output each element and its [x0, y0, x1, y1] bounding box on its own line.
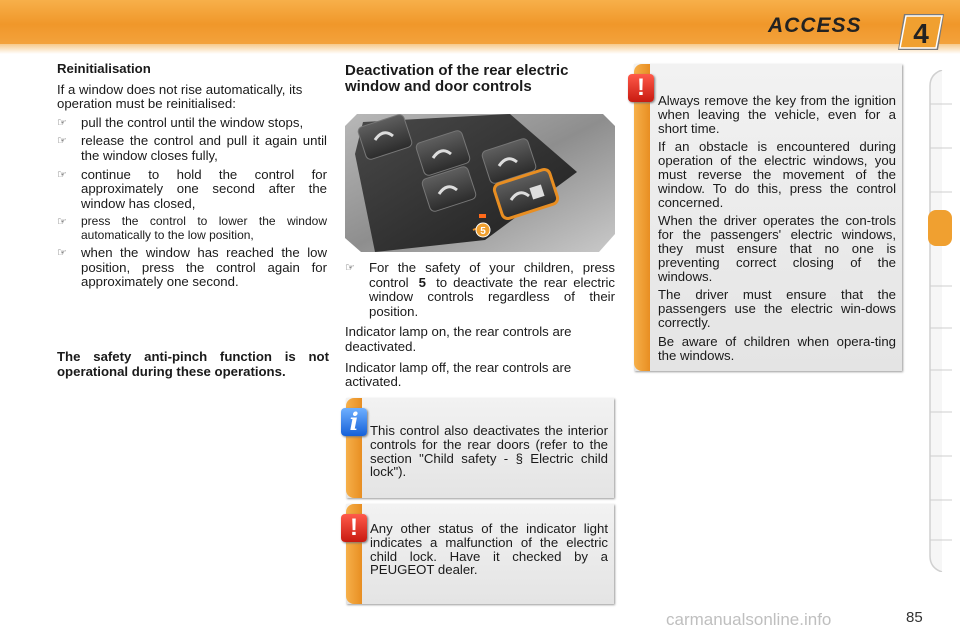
chapter-tabs	[928, 70, 952, 572]
list-item: ☞ press the control to lower the window automatically to the low position,	[57, 214, 327, 242]
chapter-number-badge	[896, 12, 946, 52]
warning-box-lower	[346, 504, 614, 604]
active-chapter-tab	[928, 210, 952, 246]
left-column	[57, 62, 327, 294]
intro-text: If a window does not rise automatically, its operation must be reinitialised:	[57, 81, 303, 112]
list-item: ☞ For the safety of your children, press control 5 to deactivate the rear electric window controls regardless of their position.	[345, 260, 615, 319]
pointing-hand-icon: ☞	[57, 168, 67, 181]
list-item: ☞ pull the control until the window stops,	[57, 114, 304, 130]
chapter-number: 4	[913, 18, 929, 49]
info-icon: i	[341, 408, 367, 436]
warning-icon: !	[628, 74, 654, 102]
pointing-hand-icon: ☞	[57, 247, 67, 260]
list-item: ☞ continue to hold the control for approximately one second after the window has closed,	[57, 166, 327, 211]
pointing-hand-icon: ☞	[345, 262, 355, 274]
lamp-off-text: Indicator lamp off, the rear controls are activated.	[345, 359, 572, 390]
page-number: 85	[906, 609, 923, 626]
header-fade	[0, 44, 960, 54]
section-heading-reinitialisation: Reinitialisation	[57, 61, 151, 76]
warning-icon: !	[341, 514, 367, 542]
pointing-hand-icon: ☞	[57, 116, 67, 129]
warning-box-lower-text: Any other status of the indicator light indicates a malfunction of the electric child lock. Have it checked by a PEUGEOT dealer.	[370, 521, 608, 578]
warning-box-right-text: Always remove the key from the ignition when leaving the vehicle, even for a short time. If an obstacle is encountered during operation of the electric windows, you must reverse the movement of the window. To do this, press the control concerned. When the driver operates the con-trols for the passengers' electric windows, they must ensure that no one is preventing correct closing of the windows. The driver must ensure that the passengers use the electric win-dows correctly. Be aware of children when opera-ting the windows.	[658, 93, 896, 363]
anti-pinch-note: The safety anti-pinch function is not operational during these operations.	[57, 349, 329, 379]
section-heading-deactivation: Deactivation of the rear electric window and door controls	[345, 62, 569, 95]
callout-5: 5	[480, 226, 486, 237]
list-item: ☞ when the window has reached the low position, press the control again for approximately one second.	[57, 245, 327, 290]
warning-box-right	[634, 64, 902, 371]
pointing-hand-icon: ☞	[57, 216, 67, 229]
info-box	[346, 398, 614, 498]
chapter-title: ACCESS	[768, 14, 862, 37]
control-number: 5	[418, 274, 426, 290]
list-item: ☞ release the control and pull it again until the window closes fully,	[57, 133, 327, 163]
lamp-on-text: Indicator lamp on, the rear controls are deactivated.	[345, 324, 572, 354]
info-box-text: This control also deactivates the interior controls for the rear doors (refer to the section "Child safety - § Electric child lock").	[370, 423, 608, 480]
warning-box-accent	[634, 64, 650, 371]
pointing-hand-icon: ☞	[57, 135, 67, 148]
watermark: carmanualsonline.info	[666, 610, 832, 629]
middle-column-text	[345, 261, 615, 396]
window-control-panel-photo	[345, 114, 615, 252]
